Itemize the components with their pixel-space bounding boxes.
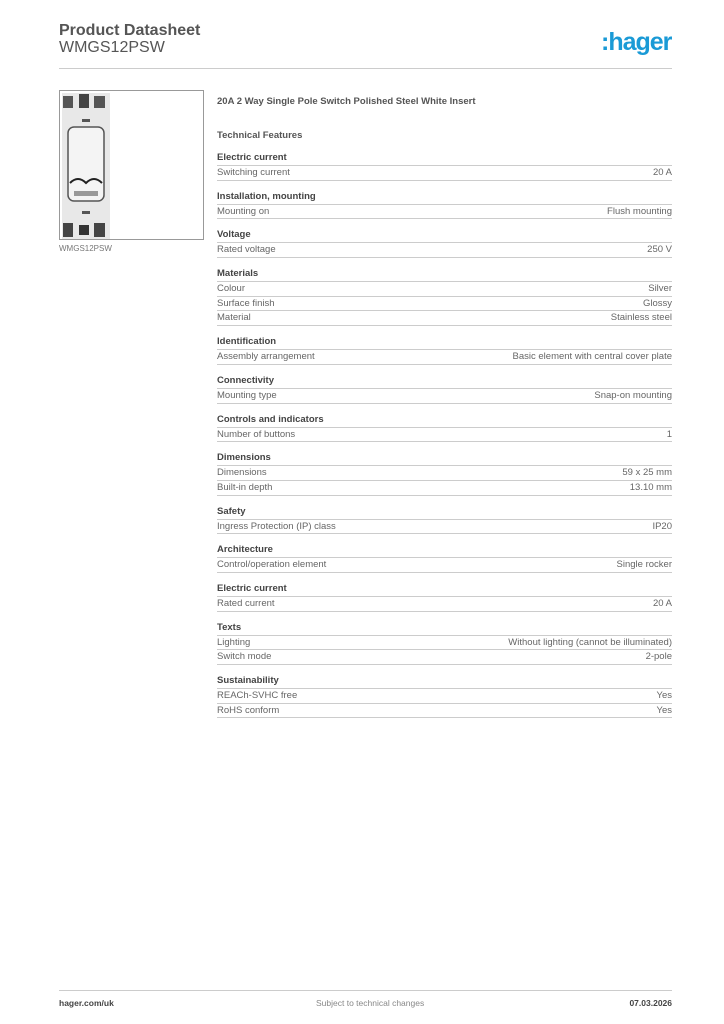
section-heading: Identification (217, 335, 672, 350)
footer-note: Subject to technical changes (316, 998, 425, 1008)
spec-value: Basic element with central cover plate (512, 351, 672, 363)
spec-value: 20 A (652, 167, 672, 178)
section-heading: Voltage (217, 228, 672, 243)
footer-divider (59, 990, 672, 991)
spec-row (217, 311, 672, 326)
spec-label: Mounting on (217, 205, 270, 217)
footer-date: 07.03.2026 (629, 998, 672, 1008)
spec-row (217, 597, 672, 612)
spec-section (217, 413, 672, 443)
section-heading: Sustainability (217, 674, 672, 689)
spec-label: Built-in depth (217, 481, 273, 493)
spec-label: Colour (217, 283, 245, 295)
spec-section (217, 621, 672, 665)
spec-value: 1 (666, 428, 672, 440)
spec-label: Surface finish (217, 297, 275, 309)
spec-section (217, 267, 672, 326)
spec-label: Rated voltage (217, 244, 276, 256)
spec-row (217, 205, 672, 220)
spec-value: 20 A (652, 597, 672, 609)
spec-row (217, 466, 672, 481)
header-divider (59, 68, 672, 69)
spec-value: Single rocker (616, 559, 672, 571)
spec-row (217, 350, 672, 365)
spec-row (217, 243, 672, 258)
section-heading: Safety (217, 505, 672, 520)
spec-section (217, 505, 672, 535)
spec-label: RoHS conform (217, 704, 280, 716)
spec-value: 2-pole (645, 651, 672, 663)
features-heading: Technical Features (217, 130, 303, 141)
product-image (59, 90, 204, 240)
spec-label: Ingress Protection (IP) class (217, 520, 336, 532)
spec-value: Snap-on mounting (594, 389, 672, 401)
spec-label: REACh-SVHC free (217, 690, 298, 701)
spec-value: Yes (656, 704, 672, 716)
spec-row (217, 282, 672, 297)
spec-row (217, 520, 672, 535)
spec-label: Assembly arrangement (217, 351, 315, 363)
spec-row (217, 650, 672, 665)
page-title: Product Datasheet (59, 22, 201, 39)
spec-label: Switch mode (217, 651, 272, 663)
spec-panel (217, 96, 672, 727)
spec-value: Silver (648, 283, 672, 295)
section-heading: Architecture (217, 543, 672, 558)
spec-section (217, 335, 672, 365)
section-heading: Dimensions (217, 451, 672, 466)
spec-row (217, 428, 672, 443)
spec-row (217, 704, 672, 719)
spec-section (217, 228, 672, 258)
spec-value: IP20 (652, 520, 672, 532)
spec-row (217, 636, 672, 651)
spec-section (217, 674, 672, 718)
image-caption: WMGS12PSW (59, 244, 112, 253)
spec-value: Without lighting (cannot be illuminated) (508, 636, 672, 648)
spec-section (217, 151, 672, 181)
spec-value: Stainless steel (610, 312, 672, 324)
product-name: 20A 2 Way Single Pole Switch Polished Steel White Insert (217, 96, 476, 107)
spec-value: 59 x 25 mm (622, 467, 672, 479)
section-heading: Texts (217, 621, 672, 636)
spec-row (217, 297, 672, 312)
spec-section (217, 374, 672, 404)
spec-row (217, 558, 672, 573)
footer-website[interactable]: hager.com/uk (59, 998, 114, 1008)
spec-label: Material (217, 312, 251, 324)
section-heading: Connectivity (217, 374, 672, 389)
spec-value: 13.10 mm (629, 481, 672, 493)
spec-row (217, 481, 672, 496)
section-heading: Controls and indicators (217, 413, 672, 428)
spec-label: Dimensions (217, 467, 267, 479)
section-heading: Materials (217, 267, 672, 282)
spec-value: Glossy (642, 297, 672, 309)
spec-row (217, 689, 672, 704)
spec-value: Yes (656, 690, 672, 701)
hager-logo: :hager (601, 28, 672, 56)
spec-label: Switching current (217, 167, 290, 178)
product-code: WMGS12PSW (59, 39, 165, 56)
spec-label: Rated current (217, 597, 275, 609)
spec-label: Control/operation element (217, 559, 327, 571)
spec-section (217, 190, 672, 220)
spec-section (217, 451, 672, 495)
section-heading: Installation, mounting (217, 190, 672, 205)
spec-section (217, 582, 672, 612)
spec-section (217, 543, 672, 573)
spec-label: Lighting (217, 636, 251, 648)
spec-value: 250 V (647, 244, 672, 256)
section-heading: Electric current (217, 582, 672, 597)
spec-label: Number of buttons (217, 428, 296, 440)
spec-row (217, 389, 672, 404)
spec-label: Mounting type (217, 389, 277, 401)
section-heading: Electric current (217, 151, 672, 166)
spec-row (217, 166, 672, 181)
spec-value: Flush mounting (607, 205, 672, 217)
